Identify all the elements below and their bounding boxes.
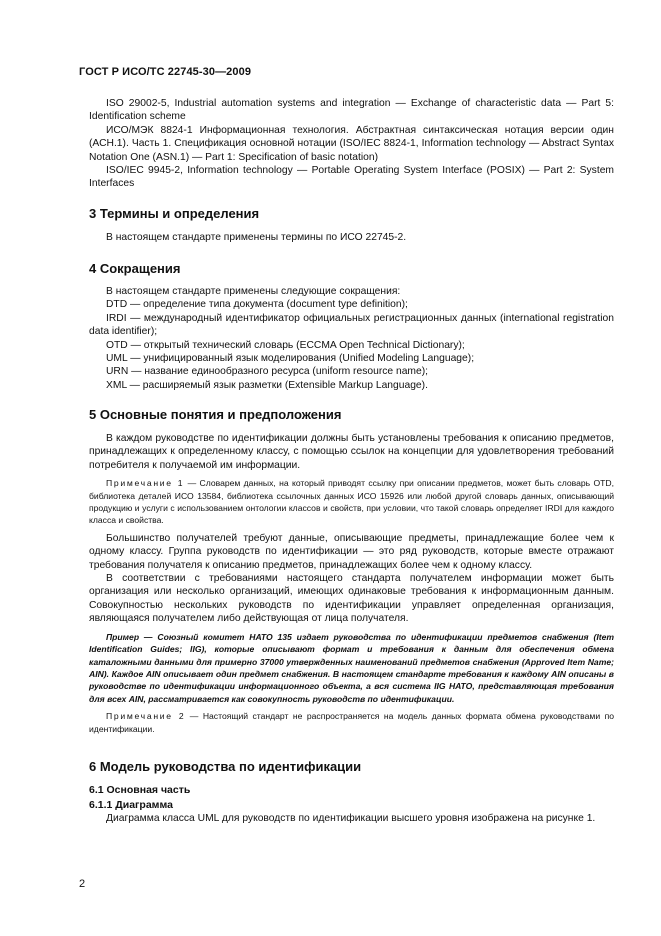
section-3 bbox=[89, 206, 614, 244]
note-1-label: Примечание 1 bbox=[106, 478, 185, 489]
subsection-6-1-1-title: 6.1.1 Диаграмма bbox=[89, 799, 173, 811]
section-4 bbox=[89, 261, 614, 392]
subsection-6-1-title: 6.1 Основная часть bbox=[89, 784, 191, 796]
reference-iso-29002-5: ISO 29002-5, Industrial automation systems and integration — Exchange of characteristic data — Part 5: Identification scheme bbox=[89, 98, 614, 123]
note-1-text: — Словарем данных, на который приводят ссылку при описании предметов, может быть словарь OTD, библиотека деталей ИСО 13584, библиотека ссылочных данных ИСО 15926 или любой другой словарь данных, описывающий продукцию и услуги с использованием онтологии классов и свойств, при условии, что такой словарь определяет IRDI для каждого класса и свойства. bbox=[89, 478, 614, 526]
note-2-text: — Настоящий стандарт не распространяется на модель данных формата обмена руководствами по идентификации. bbox=[89, 711, 614, 734]
section-5-title: 5 Основные понятия и предположения bbox=[89, 407, 342, 422]
standard-header: ГОСТ Р ИСО/ТС 22745-30—2009 bbox=[79, 66, 252, 78]
section-5-paragraph-3: В соответствии с требованиями настоящего стандарта получателем информации может быть организация или несколько организаций, имеющих одинаковые требования к информационным данным. Совокупностью нескольких руководств по идентификации управляет определенная организация, являющаяся получателем либо действующая от лица получателя. bbox=[89, 573, 614, 625]
reference-iso-8824-1: ИСО/МЭК 8824-1 Информационная технология. Абстрактная синтаксическая нотация версии один (АСН.1). Часть 1. Спецификация основной нотации (ISO/IEC 8824-1, Information technology — Abstract Syntax Notation One (ASN.1) — Part 1: Specification of basic notation) bbox=[89, 124, 614, 163]
note-2-label: Примечание 2 bbox=[106, 711, 186, 722]
section-3-text: В настоящем стандарте применены термины по ИСО 22745-2. bbox=[106, 232, 407, 243]
section-6 bbox=[89, 759, 614, 825]
section-4-intro: В настоящем стандарте применены следующие сокращения: bbox=[106, 286, 401, 297]
note-1 bbox=[89, 477, 614, 527]
section-5 bbox=[89, 407, 614, 735]
abbrev-uml: UML — унифицированный язык моделирования (Unified Modeling Language); bbox=[106, 353, 475, 365]
section-5-paragraph-1: В каждом руководстве по идентификации должны быть установлены требования к описанию предметов, принадлежащих к определенному классу, с помощью ссылок на концепции для удовлетворения требований потребителя к получаемой им информации. bbox=[89, 433, 614, 471]
section-5-paragraph-2: Большинство получателей требуют данные, описывающие предметы, принадлежащие более чем к одному классу. Группа руководств по идентификации — это ряд руководств, которые вместе отражают требования получателя к описанию предметов, принадлежащих более чем к одному классу. bbox=[89, 532, 614, 571]
page-number: 2 bbox=[79, 878, 86, 890]
abbrev-otd: OTD — открытый технический словарь (ECCMA Open Technical Dictionary); bbox=[106, 339, 465, 351]
section-6-text: Диаграмма класса UML для руководств по идентификации высшего уровня изображена на рисунке 1. bbox=[106, 813, 596, 824]
section-4-title: 4 Сокращения bbox=[89, 261, 181, 276]
section-3-title: 3 Термины и определения bbox=[89, 206, 260, 221]
abbrev-urn: URN — название единообразного ресурса (uniform resource name); bbox=[106, 366, 429, 378]
note-2 bbox=[89, 710, 614, 735]
example-nato: Пример — Союзный комитет НАТО 135 издает руководства по идентификации предметов снабжения (Item Identification Guides; IIG), которые описывают формат и требования к данным для обеспечения обмена каталожными данными для примерно 37000 утвержденных наименований предметов снабжения (Approved Item Name; AIN). Каждое AIN описывает один предмет снабжения. В настоящем стандарте требования к каждому AIN описаны в руководстве по идентификации информационного объекта, а вся система IIG НАТО, представляющая требования для всех AIN, рассматривается как совокупность руководств по идентификации. bbox=[89, 631, 614, 704]
normative-references bbox=[89, 97, 614, 191]
abbrev-irdi: IRDI — международный идентификатор официальных регистрационных данных (international registration data identifier); bbox=[89, 312, 614, 338]
reference-iso-9945-2: ISO/IEC 9945-2, Information technology — Portable Operating System Interface (POSIX) — Part 2: System Interfaces bbox=[89, 165, 614, 190]
section-6-title: 6 Модель руководства по идентификации bbox=[89, 759, 362, 774]
abbrev-dtd: DTD — определение типа документа (document type definition); bbox=[106, 299, 408, 311]
abbrev-xml: XML — расширяемый язык разметки (Extensible Markup Language). bbox=[106, 379, 428, 391]
